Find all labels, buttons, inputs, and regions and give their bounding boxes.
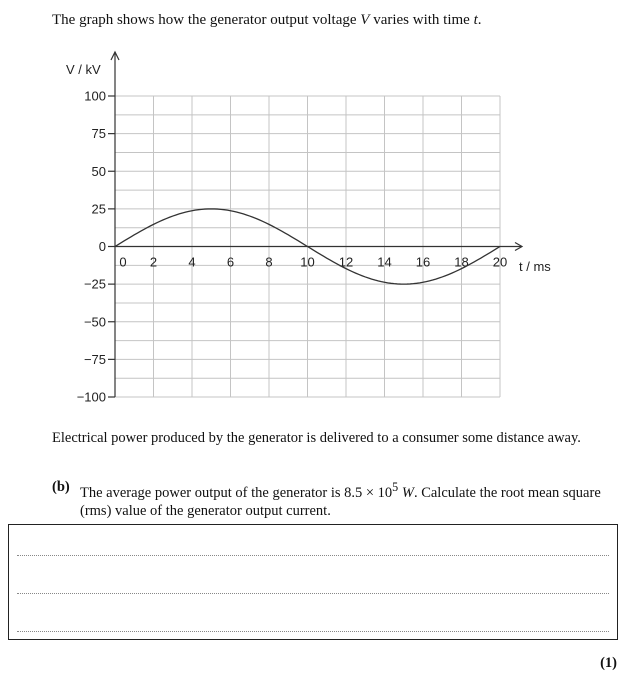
answer-line-3[interactable]: [17, 631, 609, 632]
x-tick-label: 14: [377, 254, 392, 270]
y-tick-label: 0: [98, 239, 106, 254]
x-tick-label: 20: [492, 254, 508, 270]
y-tick-label: 50: [91, 163, 106, 179]
context-paragraph: Electrical power produced by the generator is delivered to a consumer some distance away.: [52, 430, 581, 446]
voltage-symbol: V: [360, 12, 370, 28]
power-exponent: 5: [392, 480, 399, 494]
axes: [111, 52, 522, 397]
intro-middle: varies with time: [369, 12, 474, 28]
x-tick-label: 10: [300, 254, 315, 270]
time-symbol: t: [473, 12, 478, 28]
x-tick-label: 2: [149, 254, 158, 270]
y-tick-label: −75: [83, 351, 106, 367]
x-tick-label: 16: [415, 254, 431, 270]
answer-line-1[interactable]: [17, 555, 609, 556]
y-axis-label: V / kV: [66, 62, 101, 77]
y-tick-label: 100: [84, 88, 106, 104]
answer-line-2[interactable]: [17, 593, 609, 594]
question-label: (b): [52, 479, 70, 495]
marks: (1): [600, 655, 617, 671]
x-axis-label: t / ms: [519, 259, 551, 274]
question-text-prefix: The average power output of the generator is 8.5 × 10: [80, 484, 393, 501]
question-text-suffix: . Calculate the root mean square (rms) value of the generator output current.: [80, 484, 601, 519]
x-tick-label: 4: [188, 254, 196, 270]
x-tick-label: 0: [119, 254, 127, 270]
intro-suffix: .: [477, 12, 482, 28]
y-tick-label: −25: [83, 276, 106, 292]
x-tick-label: 6: [226, 254, 235, 270]
question-b: [52, 478, 612, 520]
y-tick-label: 25: [91, 201, 106, 217]
intro-prefix: The graph shows how the generator output voltage: [52, 12, 361, 28]
x-tick-label: 18: [454, 254, 469, 270]
answer-box[interactable]: [8, 524, 618, 640]
y-tick-label: 75: [91, 126, 106, 142]
x-tick-label: 8: [265, 254, 273, 270]
question-text: [80, 478, 612, 520]
x-tick-label: 12: [338, 254, 354, 270]
power-unit: W: [401, 484, 414, 501]
y-tick-label: −50: [83, 314, 106, 330]
y-tick-label: −100: [76, 389, 106, 405]
